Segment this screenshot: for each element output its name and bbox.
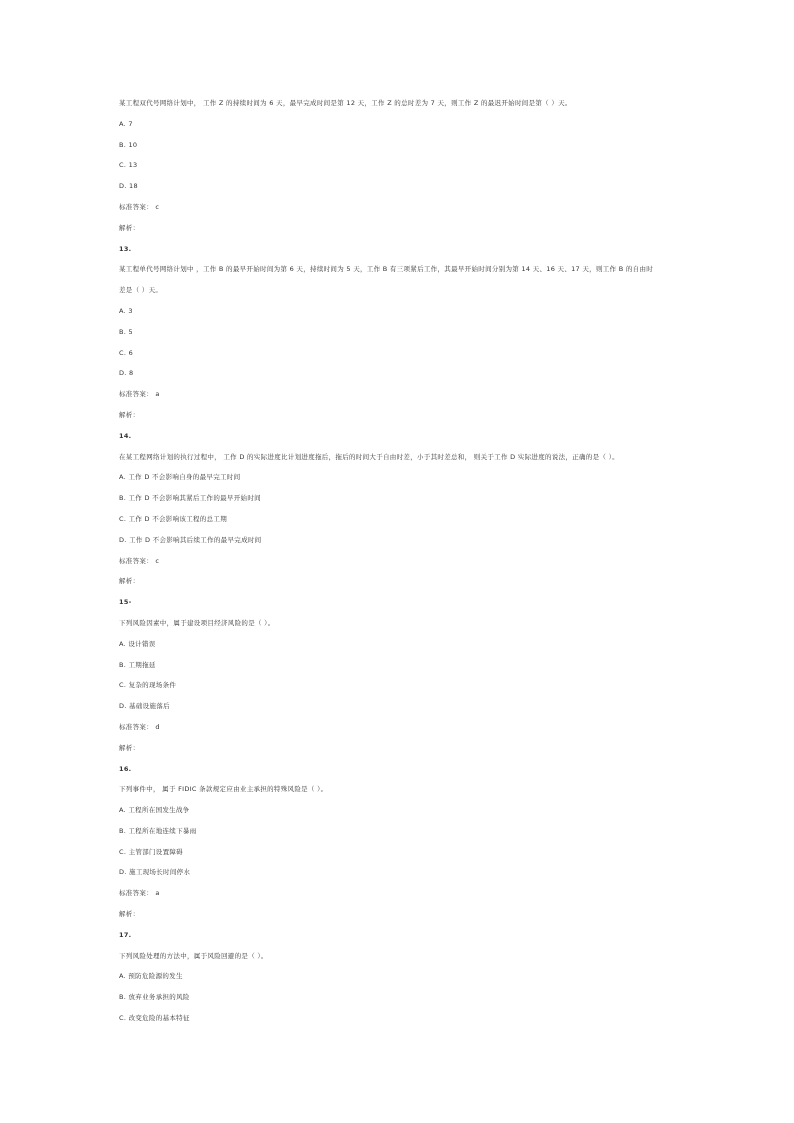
analysis-label: 解析： [119, 743, 140, 752]
standard-answer: 标准答案： a [119, 390, 160, 399]
option-c: C. 13 [119, 161, 138, 170]
option-c: C. 复杂的现场条件 [119, 681, 177, 690]
option-d: D. 工作 D 不会影响其后续工作的最早完成时间 [119, 535, 262, 544]
analysis-label: 解析： [119, 410, 140, 419]
option-b: B. 工期拖延 [119, 660, 156, 669]
option-c: C. 6 [119, 348, 134, 357]
option-a: A. 工程所在国发生战争 [119, 806, 190, 815]
option-a: A. 预防危险源的发生 [119, 972, 183, 981]
standard-answer: 标准答案： a [119, 889, 160, 898]
question-number: 14. [119, 431, 132, 440]
standard-answer: 标准答案： d [119, 722, 160, 731]
option-d: D. 18 [119, 182, 138, 191]
option-b: B. 10 [119, 140, 138, 149]
question-13-text-line-2: 差是（ ）天。 [119, 286, 163, 295]
analysis-label: 解析： [119, 910, 140, 919]
option-b: B. 工程所在地连续下暴雨 [119, 826, 197, 835]
question-number: 13. [119, 244, 132, 253]
standard-answer: 标准答案： c [119, 556, 160, 565]
document-page [119, 98, 679, 1034]
option-b: B. 工作 D 不会影响其紧后工作的最早开始时间 [119, 494, 261, 503]
option-a: A. 工作 D 不会影响自身的最早完工时间 [119, 473, 241, 482]
option-d: D. 8 [119, 369, 134, 378]
option-c: C. 主管部门设置障碍 [119, 847, 183, 856]
question-13-text-line-1: 某工程单代号网络计划中 ，工作 B 的最早开始时间为第 6 天，持续时间为 5 天，工作 B 有三项紧后工作，其最早开始时间分别为第 14 天、16 天、17 天，则工作 B 的自由时 [119, 265, 654, 274]
option-a: A. 3 [119, 306, 133, 315]
analysis-label: 解析： [119, 577, 140, 586]
question-number: 16. [119, 764, 132, 773]
question-15-text: 下列风险因素中，属于建设项目经济风险的是（ ）。 [119, 618, 275, 627]
option-c: C. 工作 D 不会影响该工程的总工期 [119, 514, 228, 523]
question-number: 15- [119, 598, 132, 607]
option-b: B. 放弃业务承担的风险 [119, 993, 190, 1002]
analysis-label: 解析： [119, 223, 140, 232]
question-14-text: 在某工程网络计划的执行过程中， 工作 D 的实际进度比计划进度拖后，拖后的时间大于自由时差，小于其时差总和， 则关于工作 D 实际进度的说法，正确的是（ ）。 [119, 452, 619, 461]
question-16-text: 下列事件中， 属于 FIDIC 条款规定应由业主承担的特殊风险是（ ）。 [119, 785, 328, 794]
option-d: D. 基础设施落后 [119, 702, 170, 711]
question-12-text: 某工程双代号网络计划中， 工作 Z 的持续时间为 6 天，最早完成时间是第 12 天，工作 Z 的总时差为 7 天，则工作 Z 的最迟开始时间是第（ ）天。 [119, 99, 572, 107]
option-b: B. 5 [119, 327, 133, 336]
option-c: C. 改变危险的基本特征 [119, 1014, 190, 1023]
option-a: A. 设计错误 [119, 639, 156, 648]
question-17-text: 下列风险处理的方法中，属于风险回避的是（ ）。 [119, 951, 268, 960]
option-a: A. 7 [119, 119, 133, 128]
standard-answer: 标准答案： c [119, 202, 160, 211]
option-d: D. 施工现场长时间停水 [119, 868, 191, 877]
question-number: 17. [119, 930, 132, 939]
